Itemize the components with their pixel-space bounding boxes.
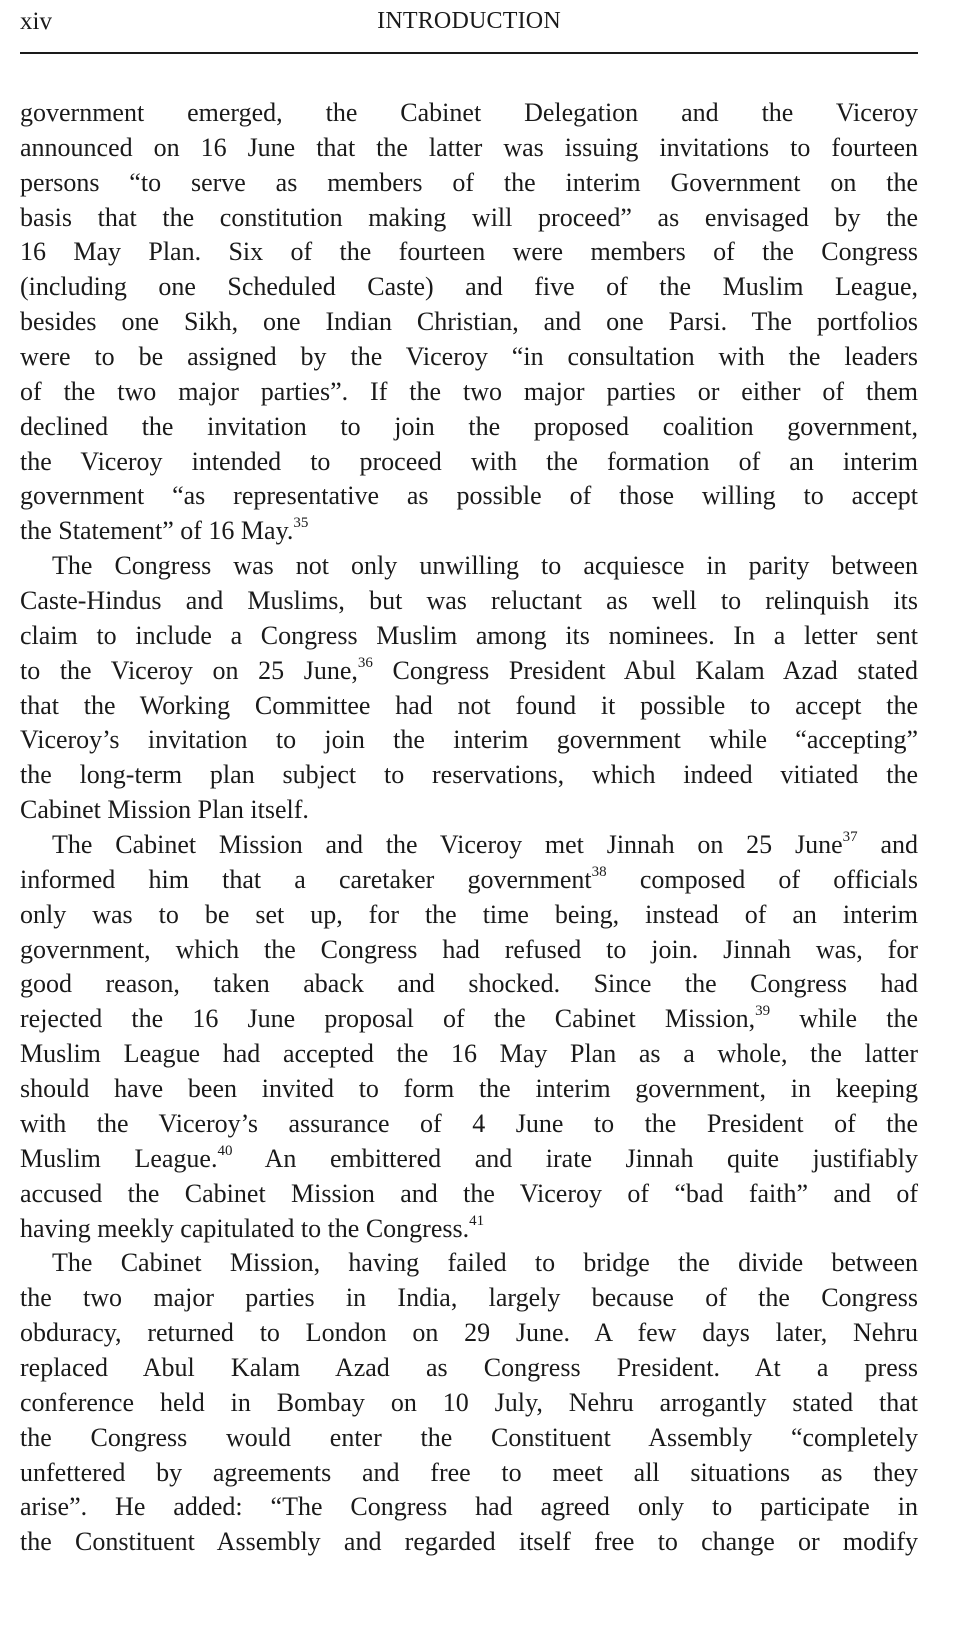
running-head bbox=[20, 4, 918, 40]
text-line bbox=[20, 131, 918, 166]
line-text: claim to include a Congress Muslim among its nominees. In a letter sent bbox=[20, 620, 918, 650]
text-line bbox=[20, 1142, 918, 1177]
text-line bbox=[20, 549, 918, 584]
line-text: replaced Abul Kalam Azad as Congress President. At a press bbox=[20, 1352, 918, 1382]
line-text: that the Working Committee had not found it possible to accept the bbox=[20, 690, 918, 720]
line-text: arise”. He added: “The Congress had agreed only to participate in bbox=[20, 1492, 918, 1522]
text-line bbox=[20, 1246, 918, 1281]
paragraph bbox=[20, 1246, 918, 1560]
text-line bbox=[20, 270, 918, 305]
text-line bbox=[20, 1421, 918, 1456]
line-text: were to be assigned by the Viceroy “in consultation with the leaders bbox=[20, 342, 918, 372]
text-line bbox=[20, 584, 918, 619]
line-text: the long-term plan subject to reservations, which indeed vitiated the bbox=[20, 760, 918, 790]
line-text: composed of officials bbox=[606, 864, 918, 894]
text-line bbox=[20, 793, 918, 828]
text-line bbox=[20, 235, 918, 270]
line-text: The Congress was not only unwilling to acquiesce in parity between bbox=[52, 551, 918, 581]
text-line bbox=[20, 1456, 918, 1491]
line-text: persons “to serve as members of the interim Government on the bbox=[20, 167, 918, 197]
line-text: (including one Scheduled Caste) and five of the Muslim League, bbox=[20, 272, 918, 302]
footnote-marker[interactable]: 37 bbox=[842, 829, 858, 846]
text-line bbox=[20, 201, 918, 236]
line-text: only was to be set up, for the time being, instead of an interim bbox=[20, 899, 918, 929]
text-line bbox=[20, 1386, 918, 1421]
text-line bbox=[20, 1072, 918, 1107]
text-line bbox=[20, 1037, 918, 1072]
line-text: the Viceroy intended to proceed with the formation of an interim bbox=[20, 446, 918, 476]
line-text: The Cabinet Mission and the Viceroy met Jinnah on 25 June bbox=[52, 830, 843, 860]
footnote-marker[interactable]: 41 bbox=[469, 1212, 485, 1229]
text-line bbox=[20, 1002, 918, 1037]
line-text: the Constituent Assembly and regarded itself free to change or modify bbox=[20, 1527, 918, 1557]
footnote-marker[interactable]: 40 bbox=[217, 1142, 233, 1159]
text-line bbox=[20, 933, 918, 968]
footnote-marker[interactable]: 36 bbox=[357, 654, 373, 671]
text-line bbox=[20, 410, 918, 445]
line-text: conference held in Bombay on 10 July, Nehru arrogantly stated that bbox=[20, 1387, 918, 1417]
text-line bbox=[20, 1281, 918, 1316]
line-text: declined the invitation to join the proposed coalition government, bbox=[20, 411, 918, 441]
line-text: and bbox=[857, 830, 918, 860]
line-text: Muslim League. bbox=[20, 1143, 218, 1173]
body-text bbox=[20, 96, 918, 1560]
line-text: government “as representative as possible of those willing to accept bbox=[20, 481, 918, 511]
footnote-marker[interactable]: 38 bbox=[591, 863, 607, 880]
line-text: rejected the 16 June proposal of the Cabinet Mission, bbox=[20, 1004, 756, 1034]
line-text: the Statement” of 16 May. bbox=[20, 516, 294, 546]
text-line bbox=[20, 654, 918, 689]
page-number: xiv bbox=[20, 8, 52, 35]
line-text: with the Viceroy’s assurance of 4 June to the President of the bbox=[20, 1108, 918, 1138]
text-line bbox=[20, 166, 918, 201]
line-text: Congress President Abul Kalam Azad stated bbox=[372, 655, 918, 685]
line-text: informed him that a caretaker government bbox=[20, 864, 592, 894]
text-line bbox=[20, 758, 918, 793]
line-text: to the Viceroy on 25 June, bbox=[20, 655, 358, 685]
text-line bbox=[20, 1525, 918, 1560]
text-line bbox=[20, 305, 918, 340]
line-text: the Congress would enter the Constituent Assembly “completely bbox=[20, 1422, 918, 1452]
text-line bbox=[20, 689, 918, 724]
line-text: unfettered by agreements and free to meet all situations as they bbox=[20, 1457, 918, 1487]
text-line bbox=[20, 375, 918, 410]
line-text: announced on 16 June that the latter was issuing invitations to fourteen bbox=[20, 132, 918, 162]
paragraph bbox=[20, 96, 918, 549]
text-line bbox=[20, 479, 918, 514]
line-text: accused the Cabinet Mission and the Viceroy of “bad faith” and of bbox=[20, 1178, 918, 1208]
line-text: having meekly capitulated to the Congress. bbox=[20, 1213, 470, 1243]
line-text: 16 May Plan. Six of the fourteen were members of the Congress bbox=[20, 237, 918, 267]
text-line bbox=[20, 445, 918, 480]
text-line bbox=[20, 967, 918, 1002]
text-line bbox=[20, 1316, 918, 1351]
line-text: while the bbox=[770, 1004, 918, 1034]
line-text: besides one Sikh, one Indian Christian, and one Parsi. The portfolios bbox=[20, 307, 918, 337]
text-line bbox=[20, 619, 918, 654]
text-line bbox=[20, 1177, 918, 1212]
line-text: Muslim League had accepted the 16 May Plan as a whole, the latter bbox=[20, 1039, 918, 1069]
line-text: The Cabinet Mission, having failed to bridge the divide between bbox=[52, 1248, 918, 1278]
line-text: An embittered and irate Jinnah quite justifiably bbox=[232, 1143, 918, 1173]
text-line bbox=[20, 1107, 918, 1142]
header-rule bbox=[20, 52, 918, 54]
line-text: Cabinet Mission Plan itself. bbox=[20, 795, 309, 825]
text-line bbox=[20, 340, 918, 375]
text-line bbox=[20, 863, 918, 898]
line-text: Caste-Hindus and Muslims, but was reluctant as well to relinquish its bbox=[20, 586, 918, 616]
text-line bbox=[20, 514, 918, 549]
footnote-marker[interactable]: 39 bbox=[755, 1003, 771, 1020]
paragraph bbox=[20, 549, 918, 828]
text-line bbox=[20, 96, 918, 131]
text-line bbox=[20, 723, 918, 758]
line-text: Viceroy’s invitation to join the interim government while “accepting” bbox=[20, 725, 918, 755]
text-line bbox=[20, 1351, 918, 1386]
footnote-marker[interactable]: 35 bbox=[293, 515, 309, 532]
text-line bbox=[20, 1212, 918, 1247]
line-text: basis that the constitution making will proceed” as envisaged by the bbox=[20, 202, 918, 232]
text-line bbox=[20, 1490, 918, 1525]
line-text: government, which the Congress had refused to join. Jinnah was, for bbox=[20, 934, 918, 964]
section-title: INTRODUCTION bbox=[377, 8, 561, 34]
line-text: the two major parties in India, largely because of the Congress bbox=[20, 1283, 918, 1313]
line-text: of the two major parties”. If the two major parties or either of them bbox=[20, 376, 918, 406]
line-text: should have been invited to form the interim government, in keeping bbox=[20, 1074, 918, 1104]
text-line bbox=[20, 828, 918, 863]
line-text: government emerged, the Cabinet Delegation and the Viceroy bbox=[20, 98, 918, 127]
paragraph bbox=[20, 828, 918, 1246]
text-line bbox=[20, 898, 918, 933]
line-text: good reason, taken aback and shocked. Since the Congress had bbox=[20, 969, 918, 999]
line-text: obduracy, returned to London on 29 June. A few days later, Nehru bbox=[20, 1318, 918, 1348]
